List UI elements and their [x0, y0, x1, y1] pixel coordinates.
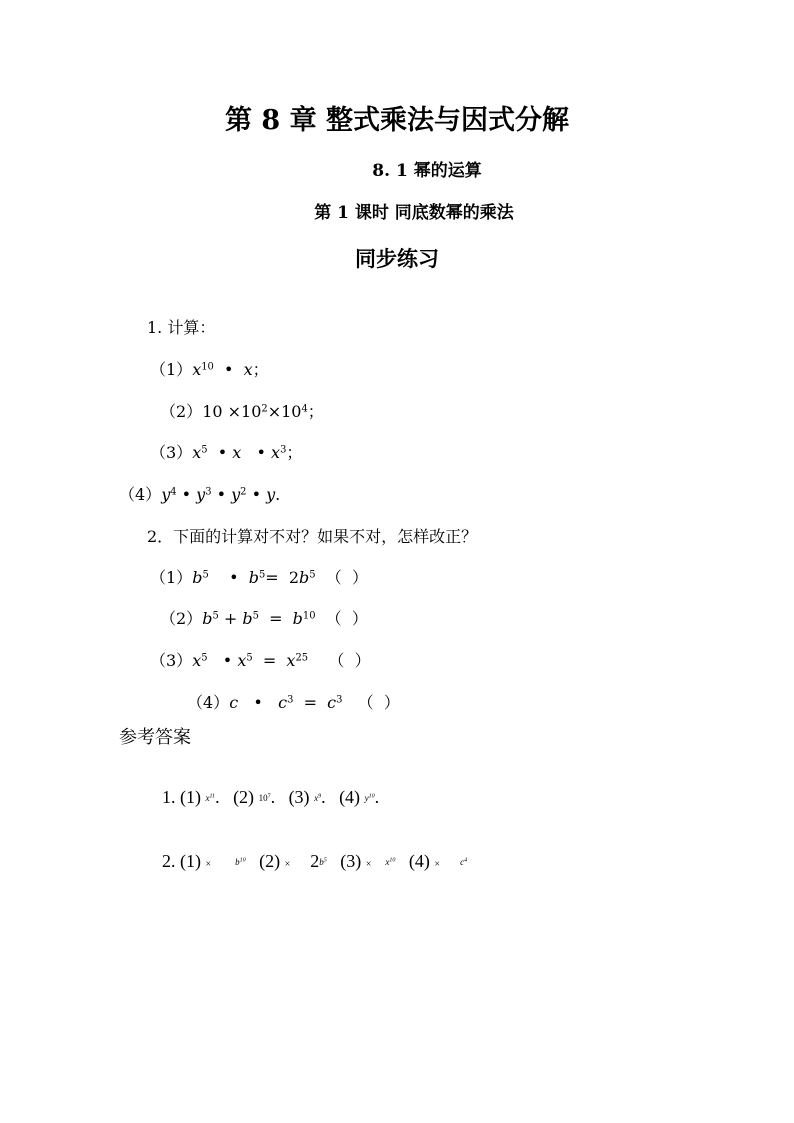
- question-1-item-2: $(2)10 \times 10^2\times 10^4$；: [160, 402, 324, 421]
- question-2-item-1: $(1)b^5$ • $b^5= 2b^5$ （ ）: [150, 568, 368, 587]
- answer-line-1: 1. (1) $x^{11}$. (2) $10^7$. (3) $x^9$. (4) $y^{10}$.: [162, 787, 380, 807]
- answer-1-1: $x^{11}$: [205, 792, 216, 803]
- question-1-item-3: $(3)x^5$ • x • $x^3$；: [150, 443, 303, 462]
- answer-2-1: $b^{10}$: [235, 856, 246, 867]
- chapter-title: 第 8 章 整式乘法与因式分解: [225, 105, 569, 136]
- question-2-item-3: $(3)x^5$ • $x^5 = x^{25}$ （ ）: [150, 651, 371, 670]
- section-title: 8. 1 幂的运算: [372, 161, 482, 181]
- answer-2-2: $2b^5$: [310, 851, 327, 871]
- answer-1-4: $y^{10}$: [364, 792, 375, 803]
- answer-2-3: $x^{10}$: [385, 856, 396, 867]
- answer-line-2: 2. $(1) \times b^{10}$ $(2) \times 2b^5$ $(3) \times x^{10}$ $(4) \times c^4$: [162, 851, 468, 871]
- question-2-item-2: $(2)b^5 + b^5 = b^{10}$ （ ）: [160, 609, 368, 628]
- answer-1-2: $10^7$: [258, 792, 271, 803]
- question-1-heading: 1. 计算：: [147, 318, 216, 337]
- question-1-item-4: $(4)y^4$ • $y^3$ • $y^2$ • y.: [119, 485, 281, 504]
- question-1-item-1: $(1)x^{10}$ • x；: [150, 360, 269, 379]
- answer-1-3: $x^9$: [314, 792, 322, 803]
- lesson-title: 第 1 课时 同底数幂的乘法: [314, 203, 514, 223]
- practice-title: 同步练习: [355, 246, 439, 271]
- answers-heading: 参考答案: [119, 727, 191, 748]
- question-2-item-4: （4）c • $c^3 = c^3$ （ ）: [187, 693, 400, 712]
- question-2-heading: 2．下面的计算对不对？如果不对，怎样改正？: [147, 527, 478, 546]
- answer-2-4: $c^4$: [460, 856, 468, 867]
